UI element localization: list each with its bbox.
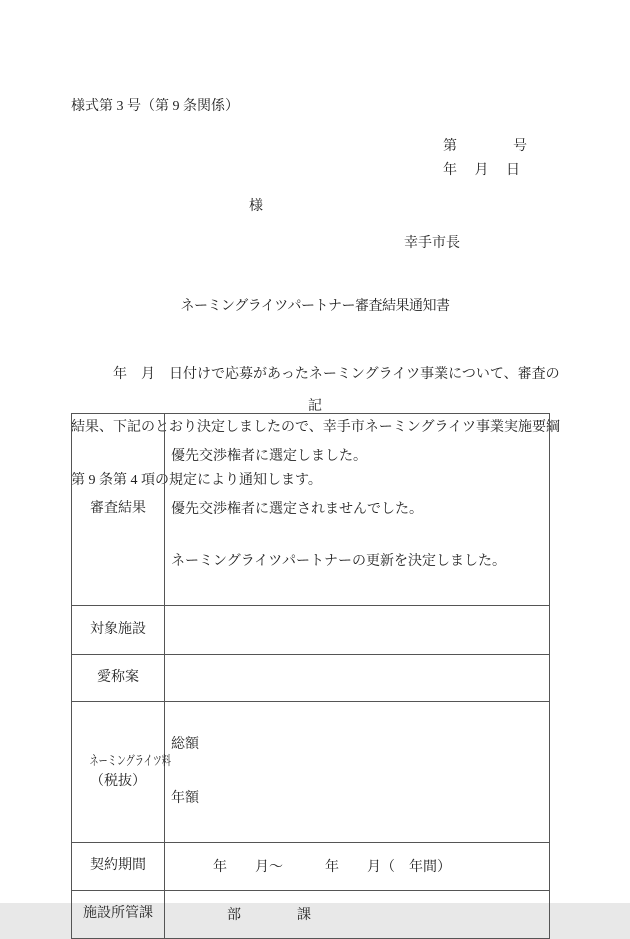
review-result-option-1: 優先交渉権者に選定しました。 xyxy=(171,449,367,464)
row-content-facility-department: 部 課 xyxy=(165,890,550,938)
row-header-nickname-proposal: 愛称案 xyxy=(72,654,165,701)
document-date-line: 年 月 日 xyxy=(443,163,520,178)
row-content-naming-rights-fee xyxy=(165,701,550,842)
review-result-option-3: ネーミングライツパートナーの更新を決定しました。 xyxy=(171,554,507,569)
annual-amount-label: 年額 xyxy=(171,790,199,806)
table-row-contract-period xyxy=(72,842,550,890)
table-row-facility-department xyxy=(72,890,550,938)
naming-rights-fee-label: ネーミングライツ料 xyxy=(89,753,171,768)
table-row-target-facility xyxy=(72,605,550,654)
total-amount-label: 総額 xyxy=(171,736,199,752)
row-content-contract-period: 年 月～ 年 月（ 年間） xyxy=(165,842,550,890)
table-row-nickname-proposal xyxy=(72,654,550,701)
result-table xyxy=(71,413,550,939)
body-line-3: 第 9 条第 4 項の規定により通知します。 xyxy=(71,473,322,488)
addressee-honorific: 様 xyxy=(249,199,263,214)
list-marker: 記 xyxy=(308,399,322,414)
row-header-facility-department: 施設所管課 xyxy=(72,890,165,938)
row-content-review-result xyxy=(165,414,550,606)
document-title: ネーミングライツパートナー審査結果通知書 xyxy=(180,299,450,314)
form-label: 様式第 3 号（第 9 条関係） xyxy=(71,99,239,114)
row-content-target-facility xyxy=(165,605,550,654)
row-header-naming-rights-fee xyxy=(72,701,171,842)
review-result-option-2: 優先交渉権者に選定されませんでした。 xyxy=(171,501,423,517)
table-row-review-result xyxy=(72,414,550,606)
body-line-2: 結果、下記のとおり決定しましたので、幸手市ネーミングライツ事業実施要綱 xyxy=(71,420,561,435)
document-number-line: 第 号 xyxy=(443,139,527,154)
table-row-naming-rights-fee xyxy=(72,701,550,842)
tax-excluded-label: （税抜） xyxy=(90,774,146,789)
sender-name: 幸手市長 xyxy=(404,236,460,251)
row-header-contract-period: 契約期間 xyxy=(72,842,165,890)
body-line-1: 年 月 日付けで応募があったネーミングライツ事業について、審査の xyxy=(71,367,560,382)
row-header-target-facility: 対象施設 xyxy=(72,605,165,654)
row-header-review-result: 審査結果 xyxy=(72,414,165,606)
row-content-nickname-proposal xyxy=(165,654,550,701)
